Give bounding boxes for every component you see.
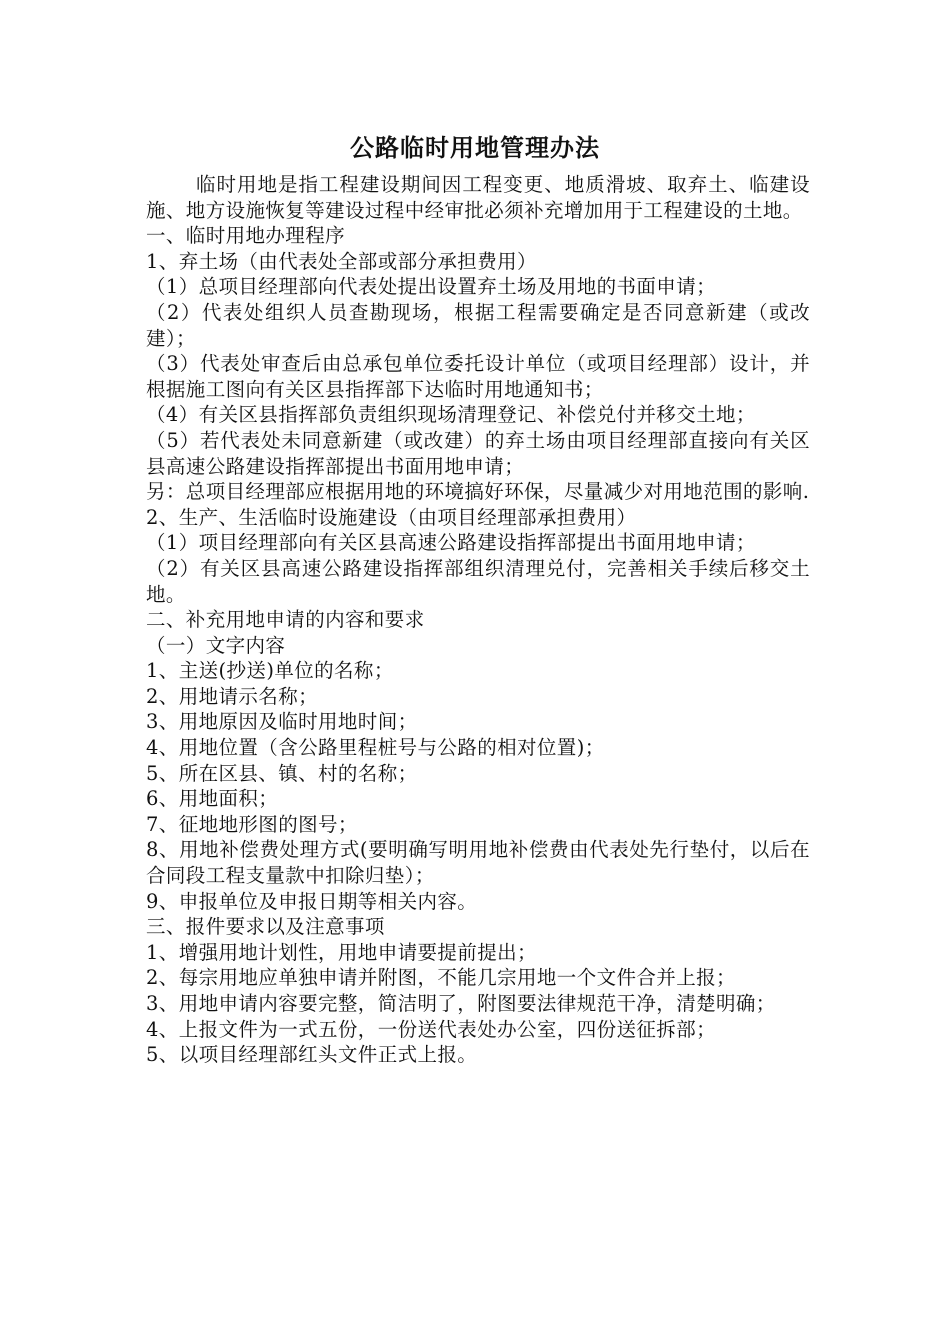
list-item: 4、上报文件为一式五份，一份送代表处办公室，四份送征拆部； — [146, 1017, 717, 1041]
document-body — [146, 172, 810, 1068]
list-item: 1、主送(抄送)单位的名称； — [146, 659, 394, 683]
list-item: 7、征地地形图的图号； — [146, 812, 358, 836]
list-item: 2、每宗用地应单独申请并附图，不能几宗用地一个文件合并上报； — [146, 966, 736, 990]
list-item: 5、所在区县、镇、村的名称； — [146, 761, 418, 785]
list-item: （5）若代表处未同意新建（或改建）的弃土场由项目经理部直接向有关区县高速公路建设指挥部提出书面用地申请； — [146, 428, 810, 478]
note-paragraph: 另：总项目经理部应根据用地的环境搞好环保，尽量减少对用地范围的影响. — [146, 480, 810, 504]
list-item: 3、用地原因及临时用地时间； — [146, 710, 418, 734]
list-item: （1）总项目经理部向代表处提出设置弃土场及用地的书面申请； — [146, 275, 717, 299]
list-item: （2）代表处组织人员查勘现场，根据工程需要确定是否同意新建（或改建）； — [146, 300, 810, 350]
list-item: （1）项目经理部向有关区县高速公路建设指挥部提出书面用地申请； — [146, 531, 756, 555]
list-item: 5、以项目经理部红头文件正式上报。 — [146, 1043, 478, 1067]
subsection-heading: 2、生产、生活临时设施建设（由项目经理部承担费用） — [146, 505, 637, 529]
list-item: （4）有关区县指挥部负责组织现场清理登记、补偿兑付并移交土地； — [146, 403, 756, 427]
list-item: 1、增强用地计划性，用地申请要提前提出； — [146, 940, 537, 964]
list-item: 6、用地面积； — [146, 787, 279, 811]
list-item: 9、申报单位及申报日期等相关内容。 — [146, 889, 478, 913]
subsection-heading: 1、弃土场（由代表处全部或部分承担费用） — [146, 249, 537, 273]
section-heading: 三、报件要求以及注意事项 — [146, 915, 385, 939]
list-item: 4、用地位置（含公路里程桩号与公路的相对位置)； — [146, 736, 605, 760]
list-item: 8、用地补偿费处理方式(要明确写明用地补偿费由代表处先行垫付，以后在合同段工程支量款中扣除归垫）； — [146, 838, 810, 888]
list-item: （3）代表处审查后由总承包单位委托设计单位（或项目经理部）设计，并根据施工图向有关区县指挥部下达临时用地通知书； — [146, 352, 810, 401]
list-item: （2）有关区县高速公路建设指挥部组织清理兑付，完善相关手续后移交土地。 — [146, 556, 810, 606]
document-title: 公路临时用地管理办法 — [350, 134, 600, 162]
section-heading: 二、补充用地申请的内容和要求 — [146, 608, 425, 632]
intro-paragraph: 临时用地是指工程建设期间因工程变更、地质滑坡、取弃土、临建设施、地方设施恢复等建设过程中经审批必须补充增加用于工程建设的土地。 — [146, 173, 810, 222]
section-heading: 一、临时用地办理程序 — [146, 224, 346, 248]
list-item: 3、用地申请内容要完整，简洁明了，附图要法律规范干净，清楚明确； — [146, 992, 776, 1015]
subsection-heading: （一）文字内容 — [146, 633, 286, 657]
list-item: 2、用地请示名称； — [146, 684, 319, 708]
